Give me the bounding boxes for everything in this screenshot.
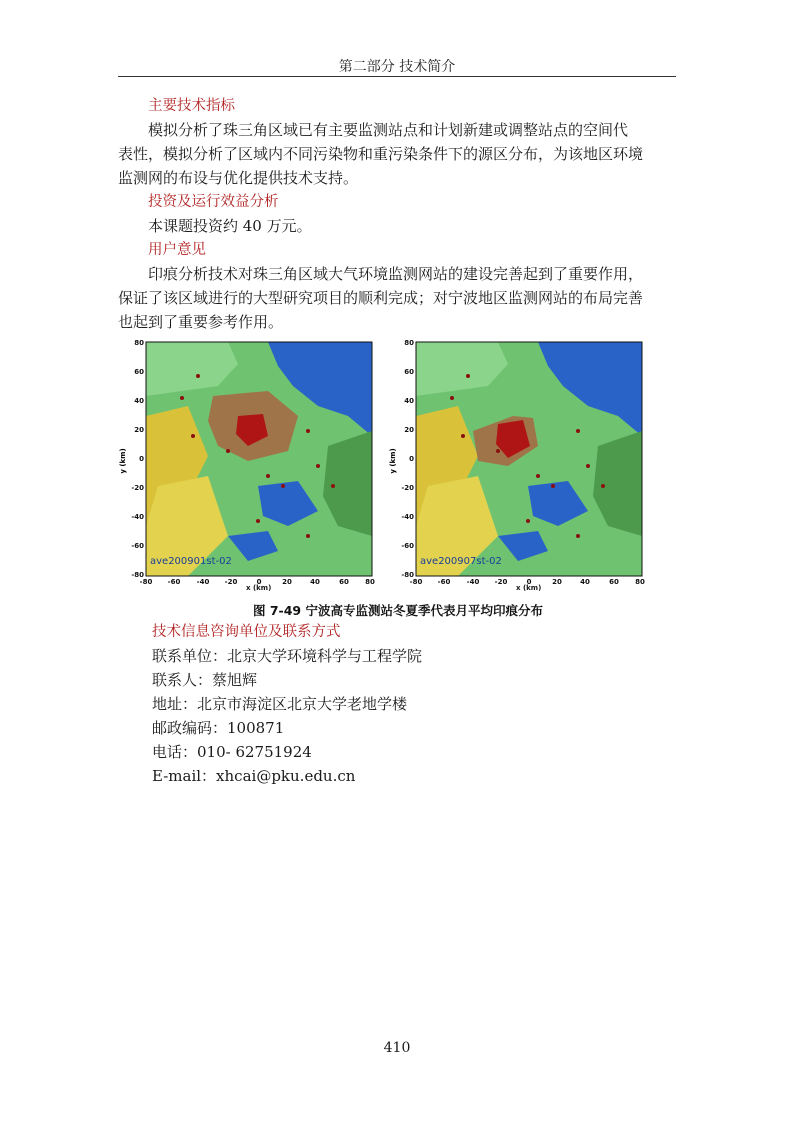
footprint-map-winter [118, 336, 393, 586]
footprint-map-summer [388, 336, 663, 586]
section-heading-tech-indicators: 主要技术指标 [148, 98, 235, 114]
y-tick-label: 60 [134, 368, 144, 376]
text-line: 保证了该区域进行的大型研究项目的顺利完成；对宁波地区监测网站的布局完善 [118, 289, 644, 307]
text-line: 本课题投资约 40 万元。 [148, 217, 312, 235]
figure-panels [118, 336, 678, 598]
x-tick-label: 20 [282, 578, 292, 586]
y-tick-label: -40 [401, 513, 414, 521]
y-axis-label: y (km) [389, 448, 397, 474]
text-line: 模拟分析了珠三角区域已有主要监测站点和计划新建或调整站点的空间代 [148, 121, 629, 139]
y-tick-label: 20 [404, 426, 414, 434]
y-tick-label: -60 [131, 542, 144, 550]
y-tick-label: 20 [134, 426, 144, 434]
y-tick-label: 80 [404, 339, 414, 347]
y-tick-label: 40 [134, 397, 144, 405]
y-tick-label: -80 [131, 571, 144, 579]
x-axis-label: x (km) [246, 584, 272, 592]
text-line: 印痕分析技术对珠三角区域大气环境监测网站的建设完善起到了重要作用， [148, 265, 644, 283]
y-tick-label: 80 [134, 339, 144, 347]
x-tick-label: 60 [339, 578, 349, 586]
x-tick-label: -80 [139, 578, 153, 586]
contact-section [152, 620, 422, 788]
contact-phone: 电话：010- 62751924 [152, 743, 312, 761]
contact-email[interactable]: E-mail：xhcai@pku.edu.cn [152, 767, 356, 785]
paragraph-investment [148, 214, 678, 238]
y-tick-label: -20 [401, 484, 414, 492]
text-line: 监测网的布设与优化提供技术支持。 [118, 169, 359, 187]
x-tick-label: 0 [256, 578, 262, 586]
text-line: 也起到了重要参考作用。 [118, 313, 284, 331]
paragraph-user-opinion [118, 262, 678, 334]
panel-label: ave200907st-02 [420, 556, 502, 567]
x-tick-label: -60 [167, 578, 181, 586]
y-tick-label: -20 [131, 484, 144, 492]
panel-label: ave200901st-02 [150, 556, 232, 567]
y-tick-label: 40 [404, 397, 414, 405]
main-content [118, 94, 678, 334]
contact-unit: 联系单位：北京大学环境科学与工程学院 [152, 647, 423, 665]
x-tick-label: 0 [526, 578, 532, 586]
y-tick-label: -40 [131, 513, 144, 521]
x-tick-label: 40 [310, 578, 320, 586]
page-header: 第二部分 技术简介 [338, 59, 456, 75]
y-tick-label: 0 [409, 455, 414, 463]
x-tick-label: -40 [466, 578, 480, 586]
y-tick-label: -60 [401, 542, 414, 550]
section-heading-investment: 投资及运行效益分析 [148, 194, 279, 210]
x-tick-label: 20 [552, 578, 562, 586]
page-number: 410 [383, 1040, 411, 1056]
x-tick-label: -20 [224, 578, 238, 586]
x-tick-label: 60 [609, 578, 619, 586]
section-heading-contact: 技术信息咨询单位及联系方式 [152, 624, 341, 640]
x-tick-label: 80 [365, 578, 375, 586]
y-tick-label: 0 [139, 455, 144, 463]
y-axis-label: y (km) [119, 448, 127, 474]
x-tick-label: -20 [494, 578, 508, 586]
y-tick-label: 60 [404, 368, 414, 376]
contact-postcode: 邮政编码：100871 [152, 719, 285, 737]
header-rule [118, 76, 676, 77]
paragraph-tech-indicators [118, 118, 678, 190]
x-axis-label: x (km) [516, 584, 542, 592]
section-heading-user-opinion: 用户意见 [148, 242, 206, 258]
x-tick-label: -60 [437, 578, 451, 586]
x-tick-label: 40 [580, 578, 590, 586]
x-tick-label: 80 [635, 578, 645, 586]
y-tick-label: -80 [401, 571, 414, 579]
figure-caption: 图 7-49 宁波高专监测站冬夏季代表月平均印痕分布 [253, 603, 543, 618]
text-line: 表性，模拟分析了区域内不同污染物和重污染条件下的源区分布，为该地区环境 [118, 145, 644, 163]
x-tick-label: -40 [196, 578, 210, 586]
x-tick-label: -80 [409, 578, 423, 586]
contact-address: 地址：北京市海淀区北京大学老地学楼 [152, 695, 408, 713]
contact-person: 联系人：蔡旭辉 [152, 671, 258, 689]
